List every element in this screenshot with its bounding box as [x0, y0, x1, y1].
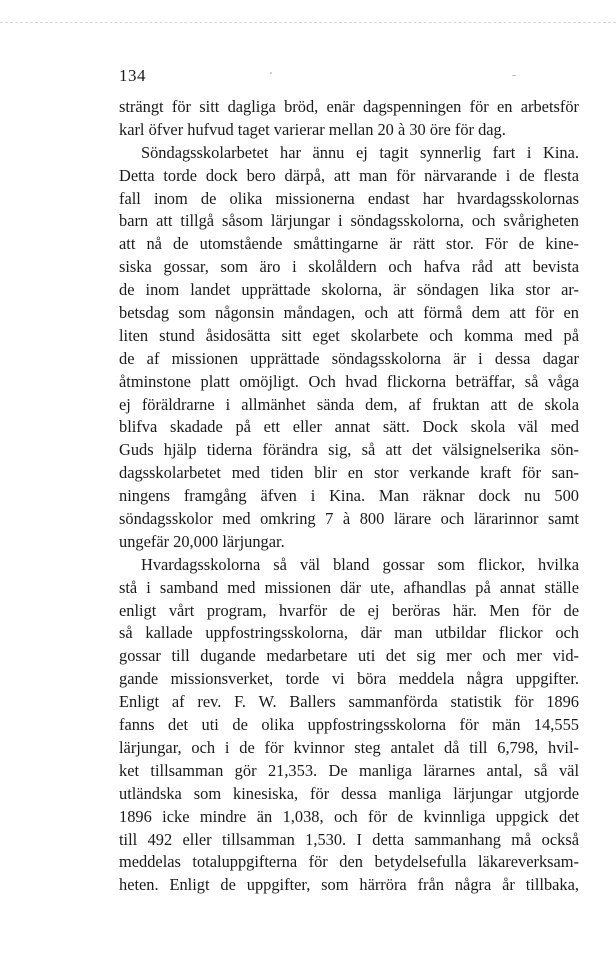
text-line: att nå de utomstående småttingarne är rätt stor. För de kine-	[119, 234, 579, 254]
text-line: betsdag som någonsin måndagen, och att förmå dem att för en	[119, 303, 579, 323]
text-line: 1896 icke mindre än 1,038, och för de kvinnliga uppgick det	[119, 806, 579, 826]
text-line: ej föräldrarne i allmänhet sända dem, af fruktan att de skola	[119, 394, 579, 414]
text-line: åtminstone platt omöjligt. Och hvad flickorna beträffar, så våga	[119, 371, 579, 391]
text-line: fall inom de olika missionerna endast har hvardagsskolornas	[119, 188, 579, 208]
text-line: fanns det uti de olika uppfostringsskolorna för män 14,555	[119, 715, 579, 735]
text-line: ket tillsamman gör 21,353. De manliga lärarnes antal, så väl	[119, 760, 579, 780]
body-text	[119, 96, 579, 897]
scan-speck	[512, 75, 516, 76]
text-line: ungefär 20,000 lärjungar.	[119, 531, 285, 551]
text-line: de af missionen upprättade söndagsskolorna är i dessa dagar	[119, 348, 579, 368]
text-line: gossar till dugande medarbetare uti det sig mer och mer vid-	[119, 646, 579, 666]
text-line: liten stund åsidosätta sitt eget skolarbete och komma med på	[119, 325, 579, 345]
page-number: 134	[119, 66, 146, 85]
text-line: dagsskolarbetet med tiden blir en stor verkande kraft för san-	[119, 463, 579, 483]
text-line: så kallade uppfostringsskolorna, där man utbildar flickor och	[119, 623, 579, 643]
text-line: Detta torde dock bero därpå, att man för närvarande i de flesta	[119, 165, 579, 185]
text-line: utländska som kinesiska, för dessa manliga lärjungar utgjorde	[119, 783, 579, 803]
text-line: de inom landet upprättade skolorna, är söndagen lika stor ar-	[119, 280, 579, 300]
text-line: karl öfver hufvud taget varierar mellan 20 à 30 öre för dag.	[119, 119, 506, 139]
text-line: lärjungar, och i de för kvinnor steg antalet då till 6,798, hvil-	[119, 737, 579, 757]
text-line: Hvardagsskolorna så väl bland gossar som flickor, hvilka	[141, 554, 579, 574]
text-line: gande missionsverket, torde vi böra meddela några uppgifter.	[119, 669, 579, 689]
text-line: ningens framgång äfven i Kina. Man räknar dock nu 500	[119, 486, 579, 506]
text-line: enligt vårt program, hvarför de ej beröras här. Men för de	[119, 600, 579, 620]
text-line: barn att tillgå såsom lärjungar i söndagsskolorna, och svårigheten	[119, 211, 579, 231]
text-line: meddelas totaluppgifterna för den betydelsefulla läkareverksam-	[119, 852, 579, 872]
text-line: strängt för sitt dagliga bröd, enär dagspenningen för en arbetsför	[119, 97, 579, 116]
text-line: Guds hjälp tiderna förändra sig, så att det välsignelserika sön-	[119, 440, 579, 460]
text-line: stå i samband med missionen där ute, afhandlas på annat ställe	[119, 577, 579, 597]
text-line: Söndagsskolarbetet har ännu ej tagit synnerlig fart i Kina.	[141, 142, 579, 162]
text-line: söndagsskolor med omkring 7 à 800 lärare och lärarinnor samt	[119, 509, 579, 529]
text-line: till 492 eller tillsamman 1,530. I detta sammanhang må också	[119, 829, 579, 849]
text-line: blifva skadade på ett eller annat sätt. Dock skola väl med	[119, 417, 579, 437]
text-line: Enligt af rev. F. W. Ballers sammanförda statistik för 1896	[119, 692, 579, 712]
text-line: heten. Enligt de uppgifter, som härröra från några år tillbaka,	[119, 875, 579, 895]
scan-edge-line	[0, 22, 616, 23]
text-line: siska gossar, som äro i skolåldern och hafva råd att bevista	[119, 257, 579, 277]
scan-speck	[270, 72, 272, 74]
